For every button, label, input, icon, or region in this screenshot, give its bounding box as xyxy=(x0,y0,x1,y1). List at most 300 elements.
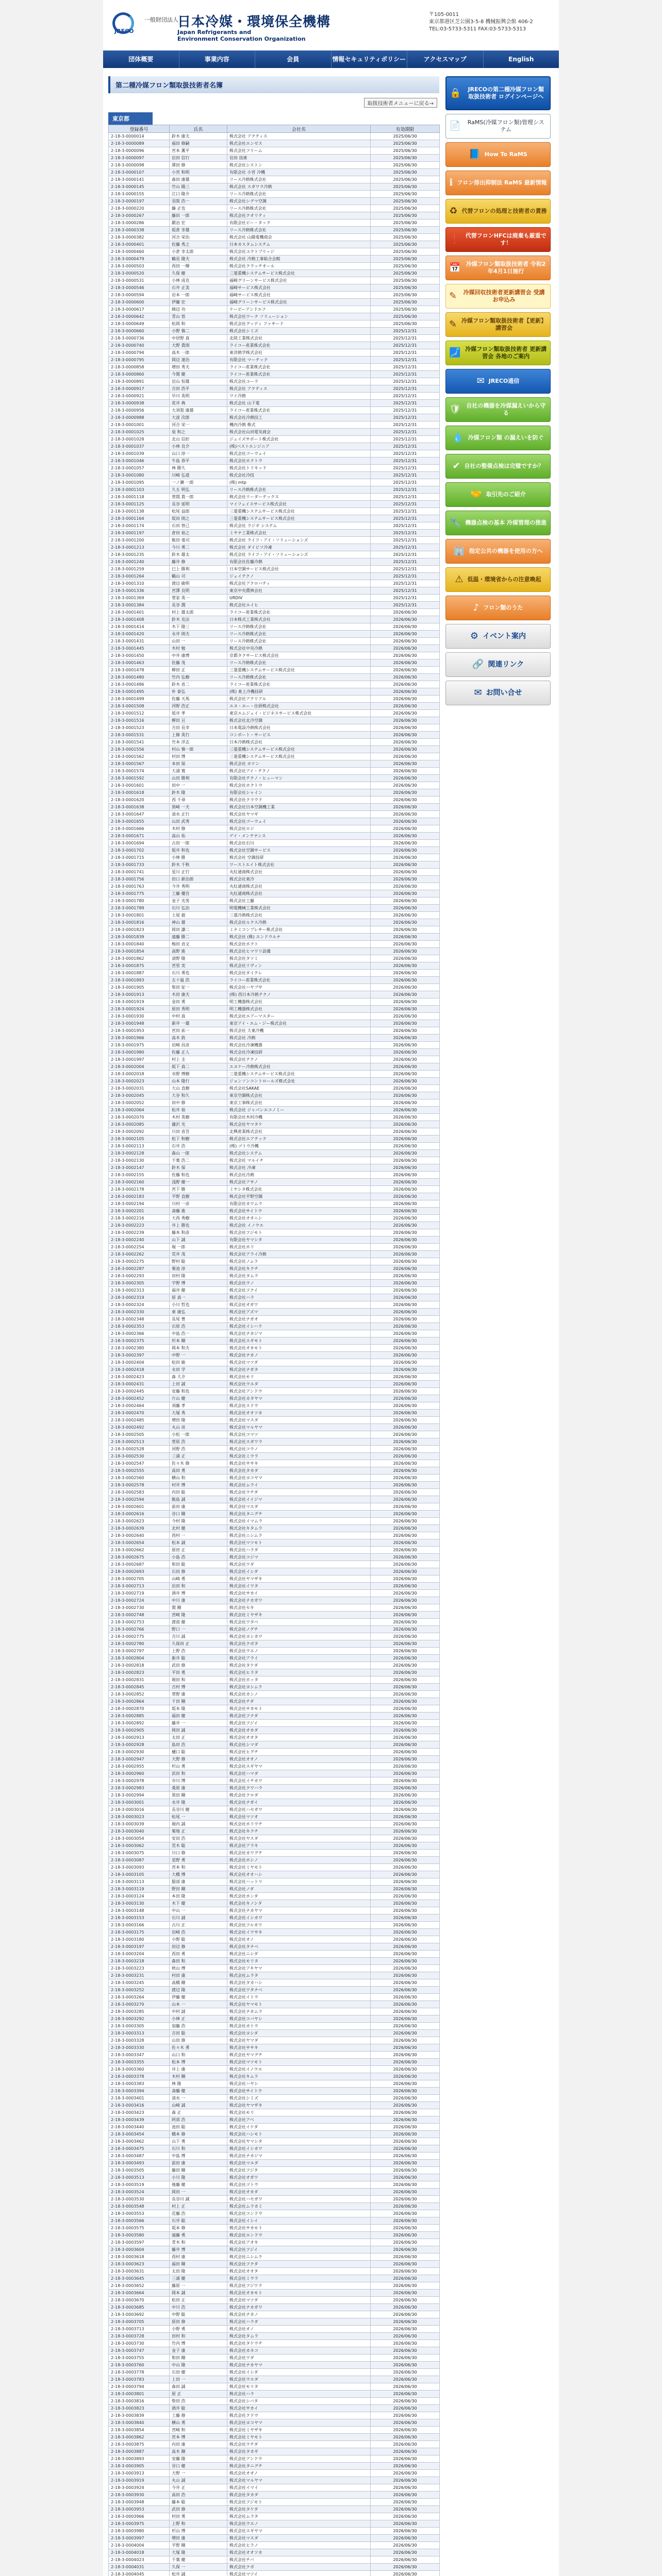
cell-number: 2-18-3-0002885 xyxy=(109,1713,170,1720)
cell-company: 株式会社ナカムラ xyxy=(227,2008,371,2015)
cell-expiry: 2025/06/30 xyxy=(371,140,440,147)
cell-expiry: 2026/06/30 xyxy=(371,1244,440,1251)
table-row xyxy=(109,1330,440,1337)
cell-number: 2-18-3-0000089 xyxy=(109,140,170,147)
cell-number: 2-18-3-0000460 xyxy=(109,248,170,256)
cell-name: 酒井 博 xyxy=(170,1590,227,1597)
cell-company: ライコー産業株式会社 xyxy=(227,407,371,414)
cell-number: 2-18-3-0003713 xyxy=(109,2326,170,2333)
cell-company: 株式会社チダ xyxy=(227,1698,371,1705)
cell-company: 株式会社イチカワ xyxy=(227,1777,371,1785)
cell-name: 坂下 真二 xyxy=(170,1063,227,1071)
table-row xyxy=(109,1179,440,1186)
cell-number: 2-18-3-0000098 xyxy=(109,162,170,169)
cell-company: 東京工事株式会社 xyxy=(227,1099,371,1107)
cell-expiry: 2025/12/31 xyxy=(371,515,440,522)
table-row xyxy=(109,1150,440,1157)
cell-number: 2-18-3-0003197 xyxy=(109,1943,170,1951)
cell-company: (株) 東上冷機技研 xyxy=(227,688,371,696)
nav-item-access-map[interactable]: アクセスマップ xyxy=(407,50,484,68)
cell-name: 星川 正行 xyxy=(170,869,227,876)
cell-expiry: 2025/12/31 xyxy=(371,371,440,378)
cell-company: リース冷熱株式会社 xyxy=(227,623,371,631)
cell-number: 2-18-3-0001930 xyxy=(109,1013,170,1020)
cell-number: 2-18-3-0002319 xyxy=(109,1294,170,1301)
cell-expiry: 2026/06/30 xyxy=(371,1907,440,1914)
cell-company: 株式会社オガワ xyxy=(227,1301,371,1309)
cell-number: 2-18-3-0002913 xyxy=(109,1734,170,1741)
cell-name: 原 真一 xyxy=(170,1294,227,1301)
cell-number: 2-18-3-0001694 xyxy=(109,840,170,847)
cell-name: 宮里 実 xyxy=(170,962,227,970)
cell-number: 2-18-3-0002216 xyxy=(109,1215,170,1222)
cell-company: 株式会社 アクティス xyxy=(227,133,371,140)
cell-company: 福崎サービス株式会社 xyxy=(227,284,371,292)
cell-company: 株式会社ホッタ xyxy=(227,1676,371,1684)
table-row xyxy=(109,825,440,833)
cell-number: 2-18-3-0000220 xyxy=(109,205,170,212)
cell-company: 株式会社ウチダ xyxy=(227,2441,371,2448)
cell-name: 竹本 洋志 xyxy=(170,739,227,746)
cell-company: 株式会社オガワ xyxy=(227,2174,371,2181)
sidebar-banner-7[interactable] xyxy=(445,256,551,280)
sidebar-banner-18[interactable] xyxy=(445,567,551,592)
cell-company: 株式会社ゴーウェイ xyxy=(227,818,371,825)
cell-number: 2-18-3-0001966 xyxy=(109,1035,170,1042)
cell-expiry: 2026/06/30 xyxy=(371,1626,440,1633)
cell-expiry: 2025/06/30 xyxy=(371,212,440,219)
cell-company: 株式会社キクチ xyxy=(227,1828,371,1835)
cell-company: 株式会社エンゼス xyxy=(227,140,371,147)
link-icon: 🔗 xyxy=(472,659,484,670)
cell-number: 2-18-3-0003023 xyxy=(109,1814,170,1821)
cell-name: 岩田 和 xyxy=(170,1583,227,1590)
cell-company: 株式会社ウエダ xyxy=(227,1381,371,1388)
table-row xyxy=(109,2044,440,2052)
table-row xyxy=(109,623,440,631)
sidebar-banner-1[interactable] xyxy=(445,76,551,110)
cell-number: 2-18-3-0002775 xyxy=(109,1633,170,1640)
cell-company: 株式会社マエダ xyxy=(227,2160,371,2167)
cell-number: 2-18-3-0001259 xyxy=(109,566,170,573)
cell-expiry: 2026/06/30 xyxy=(371,1568,440,1575)
cell-company: 株式会社アクロバティ xyxy=(227,580,371,587)
cell-number: 2-18-3-0002623 xyxy=(109,1518,170,1525)
table-row xyxy=(109,1489,440,1496)
cell-name: 山口 淳一 xyxy=(170,450,227,457)
cell-number: 2-18-3-0003887 xyxy=(109,2448,170,2455)
cell-expiry: 2026/06/30 xyxy=(371,1539,440,1547)
cell-name: 鈴木 隆 xyxy=(170,789,227,796)
cell-name: 東 康弘 xyxy=(170,1309,227,1316)
sidebar-banner-4[interactable] xyxy=(445,171,551,195)
cell-number: 2-18-3-0003840 xyxy=(109,2419,170,2427)
sidebar-banner-3[interactable] xyxy=(445,142,551,167)
table-row xyxy=(109,796,440,804)
cell-expiry: 2025/06/30 xyxy=(371,248,440,256)
sidebar-banner-8[interactable] xyxy=(445,284,551,309)
cell-name: 上條 英行 xyxy=(170,732,227,739)
table-row xyxy=(109,248,440,256)
cell-number: 2-18-3-0002254 xyxy=(109,1244,170,1251)
cell-number: 2-18-3-0001592 xyxy=(109,775,170,782)
cell-company: 丸紅通商株式会社 xyxy=(227,869,371,876)
table-row xyxy=(109,1590,440,1597)
cell-company: 株式会社ヤマギ xyxy=(227,811,371,818)
cell-expiry: 2025/12/31 xyxy=(371,335,440,342)
cell-number: 2-18-3-0000014 xyxy=(109,133,170,140)
cell-expiry: 2026/06/30 xyxy=(371,1597,440,1604)
cell-company: 株式会社テクノ xyxy=(227,1056,371,1063)
cell-expiry: 2026/06/30 xyxy=(371,1575,440,1583)
cell-company: 株式会社ムラカミ xyxy=(227,2203,371,2210)
cell-name: 岡本 誠 xyxy=(170,2290,227,2297)
sidebar-banner-14[interactable] xyxy=(445,454,551,479)
cell-number: 2-18-3-0003760 xyxy=(109,2362,170,2369)
cell-expiry: 2026/06/30 xyxy=(371,2477,440,2484)
cell-name: 小川 隆 xyxy=(170,2174,227,2181)
cell-name: 服部 康 xyxy=(170,1878,227,1886)
cell-name: 清野 隆 xyxy=(170,955,227,962)
cell-number: 2-18-3-0001499 xyxy=(109,696,170,703)
cell-company: 株式会社ナカヤマ xyxy=(227,2362,371,2369)
cell-expiry: 2026/06/30 xyxy=(371,1085,440,1092)
table-row xyxy=(109,299,440,306)
cell-expiry: 2026/06/30 xyxy=(371,2116,440,2124)
cell-expiry: 2026/06/30 xyxy=(371,1179,440,1186)
cell-name: 中野 一 xyxy=(170,1352,227,1359)
cell-company: 株式会社ニシムラ xyxy=(227,1532,371,1539)
cell-number: 2-18-3-0000503 xyxy=(109,263,170,270)
sidebar-banner-20[interactable] xyxy=(445,624,551,649)
table-row xyxy=(109,1265,440,1273)
table-row xyxy=(109,357,440,364)
table-row xyxy=(109,140,440,147)
cell-company: ジェイテクノ xyxy=(227,573,371,580)
cell-company: 株式会社イシダ xyxy=(227,2369,371,2376)
table-row xyxy=(109,2116,440,2124)
sidebar-banner-6[interactable] xyxy=(445,227,551,252)
nav-item-business[interactable]: 事業内容 xyxy=(179,50,256,68)
sidebar-banner-12[interactable] xyxy=(445,397,551,422)
cell-company: 三菱重機システムサービス株式会社 xyxy=(227,667,371,674)
sidebar-banner-17[interactable] xyxy=(445,539,551,564)
table-row xyxy=(109,1648,440,1655)
cell-number: 2-18-3-0003423 xyxy=(109,2109,170,2116)
cell-number: 2-18-3-0000546 xyxy=(109,284,170,292)
sidebar-banner-16[interactable] xyxy=(445,511,551,535)
cell-expiry: 2025/12/31 xyxy=(371,436,440,443)
cell-name: 岩田 信行 xyxy=(170,155,227,162)
table-row xyxy=(109,1922,440,1929)
cell-expiry: 2026/06/30 xyxy=(371,2037,440,2044)
cell-expiry: 2026/06/30 xyxy=(371,1157,440,1164)
cell-number: 2-18-3-0002713 xyxy=(109,1583,170,1590)
cell-expiry: 2025/12/31 xyxy=(371,429,440,436)
cell-expiry: 2026/06/30 xyxy=(371,1943,440,1951)
table-row xyxy=(109,1388,440,1395)
cell-number: 2-18-3-0002594 xyxy=(109,1496,170,1503)
cell-number: 2-18-3-0001508 xyxy=(109,703,170,710)
cell-company: 株式会社シバタ xyxy=(227,2398,371,2405)
cell-number: 2-18-3-0002797 xyxy=(109,1648,170,1655)
table-row xyxy=(109,1287,440,1294)
table-row xyxy=(109,2109,440,2116)
cell-name: 星野 勇 xyxy=(170,1857,227,1864)
sidebar-banner-9[interactable] xyxy=(445,312,551,337)
cell-company: ケーピーアンドエフ xyxy=(227,306,371,313)
cell-number: 2-18-3-0001174 xyxy=(109,522,170,530)
cell-company: 株式会社 冷凍 xyxy=(227,1164,371,1172)
cell-company: 株式会社冷技 xyxy=(227,472,371,479)
cell-company: 株式会社ゴーウェイ xyxy=(227,450,371,457)
cell-name: 佐々木 勇 xyxy=(170,2044,227,2052)
table-row xyxy=(109,2535,440,2542)
cell-number: 2-18-3-0001741 xyxy=(109,869,170,876)
table-row xyxy=(109,335,440,342)
cell-expiry: 2026/06/30 xyxy=(371,1698,440,1705)
cell-name: 工藤 修 xyxy=(170,2412,227,2419)
sidebar-banner-label: 代替フロンの処理と技術者の責務 xyxy=(461,208,547,214)
cell-name: 桑原 康 xyxy=(170,1785,227,1792)
cell-company: 株式会社コンドウ xyxy=(227,2210,371,2217)
book-icon: 📘 xyxy=(469,149,481,160)
cell-company: 株式会社ヤスダ xyxy=(227,1835,371,1842)
cell-name: 川崎 弘道 xyxy=(170,472,227,479)
cell-number: 2-18-3-0001408 xyxy=(109,616,170,623)
table-row xyxy=(109,1294,440,1301)
cell-company: 株式会社チバ xyxy=(227,2556,371,2564)
cell-name: 村上 正 xyxy=(170,2203,227,2210)
cell-number: 2-18-3-0002960 xyxy=(109,1770,170,1777)
cell-number: 2-18-3-0001001 xyxy=(109,421,170,429)
cell-company: 株式会社 ホケン xyxy=(227,760,371,768)
cell-expiry: 2025/12/31 xyxy=(371,501,440,508)
org-type: 一般財団法人 xyxy=(144,16,178,23)
cell-number: 2-18-3-0001638 xyxy=(109,804,170,811)
table-row xyxy=(109,1417,440,1424)
cell-company: 株式会社サカイ xyxy=(227,2405,371,2412)
table-row xyxy=(109,2080,440,2088)
sidebar-banner-22[interactable] xyxy=(445,681,551,705)
cell-expiry: 2026/06/30 xyxy=(371,984,440,991)
sidebar-banner-10[interactable] xyxy=(445,341,551,365)
cell-number: 2-18-3-0003575 xyxy=(109,2225,170,2232)
cell-number: 2-18-3-0002654 xyxy=(109,1539,170,1547)
cell-expiry: 2026/06/30 xyxy=(371,1958,440,1965)
table-row xyxy=(109,789,440,796)
cell-company: 株式会社ヨシムラ xyxy=(227,1684,371,1691)
cell-name: 杉山 博 xyxy=(170,2528,227,2535)
cell-company: 株式会社アラキ xyxy=(227,1842,371,1850)
table-row xyxy=(109,465,440,472)
cell-number: 2-18-3-0002375 xyxy=(109,1337,170,1345)
cell-number: 2-18-3-0001523 xyxy=(109,724,170,732)
table-row xyxy=(109,1063,440,1071)
cell-expiry: 2025/12/31 xyxy=(371,472,440,479)
cell-number: 2-18-3-0003223 xyxy=(109,1965,170,1972)
cell-name: 中村 誠 xyxy=(170,2008,227,2015)
table-row xyxy=(109,1951,440,1958)
cell-company: 株式会社モリ xyxy=(227,1374,371,1381)
cell-expiry: 2026/06/30 xyxy=(371,2369,440,2376)
cell-expiry: 2026/06/30 xyxy=(371,1864,440,1871)
cell-name: 小野 慎二 xyxy=(170,328,227,335)
cell-name: 小林 勝 xyxy=(170,854,227,861)
cell-company: 株式会社フジタ xyxy=(227,2167,371,2174)
cell-number: 2-18-3-0003854 xyxy=(109,2427,170,2434)
cell-company: 株式会社ムライ xyxy=(227,1482,371,1489)
cell-number: 2-18-3-0003692 xyxy=(109,2311,170,2318)
cell-expiry: 2026/06/30 xyxy=(371,2304,440,2311)
main-content xyxy=(108,76,439,2576)
nav-item-about[interactable]: 団体概要 xyxy=(103,50,179,68)
cell-number: 2-18-3-0002928 xyxy=(109,1741,170,1749)
cell-name: 橋本 修 xyxy=(170,2131,227,2138)
table-row xyxy=(109,2290,440,2297)
sidebar-banner-13[interactable] xyxy=(445,426,551,450)
cell-company: 株式会社ワタナベ xyxy=(227,1987,371,1994)
cell-name: 木村 剛 xyxy=(170,2073,227,2080)
sidebar-banner-label: 関連リンク xyxy=(488,660,524,669)
cell-expiry: 2026/06/30 xyxy=(371,2261,440,2268)
cell-company: リース冷熱株式会社 xyxy=(227,205,371,212)
sidebar-banner-21[interactable] xyxy=(445,652,551,677)
table-row xyxy=(109,277,440,284)
sidebar-banner-5[interactable] xyxy=(445,199,551,224)
table-row xyxy=(109,443,440,450)
cell-name: 山田 一 xyxy=(170,638,227,645)
cell-name: 中島 博 xyxy=(170,2153,227,2160)
cell-expiry: 2025/12/31 xyxy=(371,602,440,609)
cell-number: 2-18-3-0002366 xyxy=(109,1330,170,1337)
cell-company: 株式会社ヤマザキ xyxy=(227,2102,371,2109)
cell-number: 2-18-3-0001775 xyxy=(109,890,170,897)
table-row xyxy=(109,227,440,234)
cell-name: 鈴木 雄太 xyxy=(170,551,227,558)
cell-company: 株式会社カタヤマ xyxy=(227,1395,371,1402)
table-row xyxy=(109,667,440,674)
section-title: 東京都 xyxy=(108,112,153,125)
cell-expiry: 2026/06/30 xyxy=(371,2434,440,2441)
table-row xyxy=(109,2419,440,2427)
cell-expiry: 2026/06/30 xyxy=(371,1857,440,1864)
table-row xyxy=(109,905,440,912)
table-row xyxy=(109,833,440,840)
cell-number: 2-18-3-0000267 xyxy=(109,212,170,219)
cell-number: 2-18-3-0000988 xyxy=(109,414,170,421)
cell-company: 株式会社ヤマグチ xyxy=(227,2052,371,2059)
cell-number: 2-18-3-0001037 xyxy=(109,443,170,450)
cell-expiry: 2026/06/30 xyxy=(371,1395,440,1402)
table-row xyxy=(109,551,440,558)
cell-name: 青山 悟 xyxy=(170,313,227,320)
table-row xyxy=(109,1475,440,1482)
site-header xyxy=(103,0,559,50)
cell-name: 小川 哲也 xyxy=(170,1301,227,1309)
cell-expiry: 2026/06/30 xyxy=(371,2225,440,2232)
cell-expiry: 2026/06/30 xyxy=(371,1056,440,1063)
cell-expiry: 2026/06/30 xyxy=(371,919,440,926)
sidebar-banner-15[interactable] xyxy=(445,482,551,507)
cell-name: 石田 健 xyxy=(170,2369,227,2376)
table-row xyxy=(109,1244,440,1251)
cell-company: 株式会社ヒラタ xyxy=(227,1669,371,1676)
cell-expiry: 2025/12/31 xyxy=(371,457,440,465)
cell-name: 須藤 孝 xyxy=(170,1402,227,1410)
cell-number: 2-18-3-0003075 xyxy=(109,1850,170,1857)
cell-number: 2-18-3-0002719 xyxy=(109,1590,170,1597)
cell-number: 2-18-3-0002223 xyxy=(109,1222,170,1229)
sidebar-banner-11[interactable] xyxy=(445,369,551,394)
table-row xyxy=(109,1503,440,1511)
cell-name: 石井 聡 xyxy=(170,2217,227,2225)
table-row xyxy=(109,1878,440,1886)
cell-expiry: 2026/06/30 xyxy=(371,883,440,890)
table-row xyxy=(109,955,440,962)
cell-number: 2-18-3-0002404 xyxy=(109,1359,170,1366)
nav-item-members[interactable]: 会員 xyxy=(255,50,332,68)
cell-name: 小野 聡 xyxy=(170,1936,227,1943)
cell-company: 株式会社山田電気商会 xyxy=(227,429,371,436)
cell-name: 武田 修 xyxy=(170,2506,227,2513)
cell-number: 2-18-3-0001480 xyxy=(109,674,170,681)
cell-expiry: 2026/06/30 xyxy=(371,2023,440,2030)
cell-number: 2-18-3-0000891 xyxy=(109,378,170,385)
table-row xyxy=(109,2427,440,2434)
cell-number: 2-18-3-0001655 xyxy=(109,818,170,825)
table-row xyxy=(109,941,440,948)
cell-expiry: 2025/12/31 xyxy=(371,479,440,486)
cell-company: 株式会社ホリウチ xyxy=(227,1821,371,1828)
nav-item-security-policy[interactable]: 情報セキュリティポリシー xyxy=(332,50,408,68)
cell-name: 綿辺 功 xyxy=(170,306,227,313)
cell-company: 明工機器株式会社 xyxy=(227,998,371,1006)
cell-number: 2-18-3-0003670 xyxy=(109,2297,170,2304)
cell-name: 渡辺 隆 xyxy=(170,1987,227,1994)
sidebar-banner-2[interactable] xyxy=(445,114,551,139)
cell-expiry: 2026/06/30 xyxy=(371,1994,440,2001)
table-row xyxy=(109,1309,440,1316)
back-to-menu-link[interactable]: 取扱技術者メニューに戻る→ xyxy=(364,98,437,108)
table-row xyxy=(109,869,440,876)
cell-expiry: 2025/06/30 xyxy=(371,176,440,183)
cell-company: 株式会社システム xyxy=(227,1150,371,1157)
cell-name: 小野 勇 xyxy=(170,2326,227,2333)
table-row xyxy=(109,1554,440,1561)
cell-company: 株式会社イイジマ xyxy=(227,1496,371,1503)
cell-name: 新井 聡 xyxy=(170,1655,227,1662)
cell-company: 機内冷熱 株式 xyxy=(227,421,371,429)
cell-name: 高木 一郎 xyxy=(170,349,227,357)
document-icon: 📄 xyxy=(449,121,461,131)
cell-number: 2-18-3-0001103 xyxy=(109,486,170,494)
cell-expiry: 2026/06/30 xyxy=(371,2073,440,2080)
cell-name: 今村 隆 xyxy=(170,1518,227,1525)
cell-expiry: 2026/06/30 xyxy=(371,659,440,667)
sidebar-banner-19[interactable] xyxy=(445,596,551,620)
cell-company: 株式会社ロジ xyxy=(227,825,371,833)
table-row xyxy=(109,2506,440,2513)
table-row xyxy=(109,1900,440,1907)
table-row xyxy=(109,522,440,530)
table-row xyxy=(109,501,440,508)
cell-name: 鍛冶 宏 xyxy=(170,219,227,227)
nav-item-english[interactable]: English xyxy=(508,56,534,63)
cell-company: 北興産業株式会社 xyxy=(227,1128,371,1136)
logo[interactable] xyxy=(110,10,141,36)
cell-expiry: 2025/06/30 xyxy=(371,191,440,198)
